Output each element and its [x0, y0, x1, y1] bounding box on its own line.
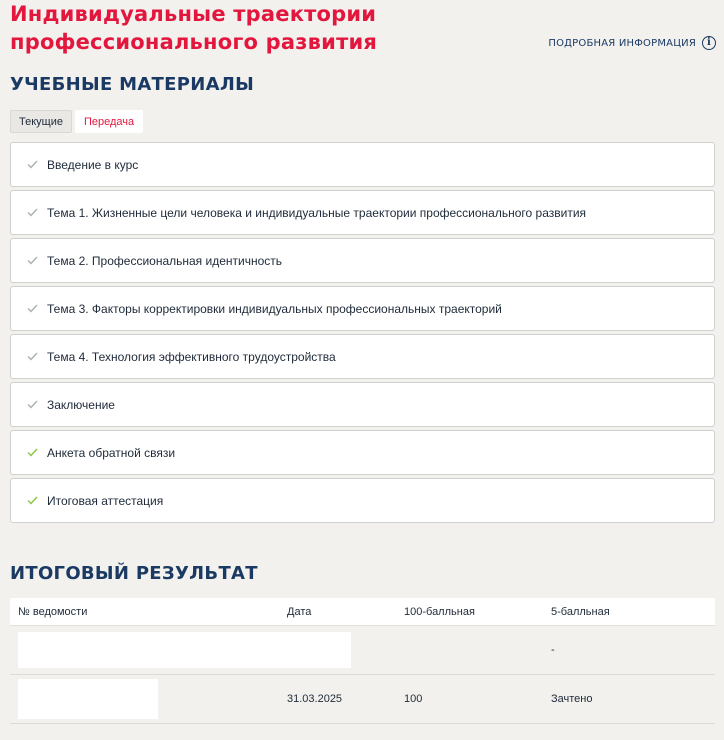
- column-header-date: Дата: [287, 605, 312, 618]
- column-header-statement: № ведомости: [18, 605, 88, 618]
- list-item-label: Тема 3. Факторы корректировки индивидуальных профессиональных траекторий: [47, 301, 502, 316]
- tab-current[interactable]: Текущие: [10, 110, 72, 133]
- list-item-label: Введение в курс: [47, 157, 139, 172]
- column-header-score5: 5-балльная: [551, 605, 610, 618]
- list-item[interactable]: [10, 286, 715, 331]
- list-item-label: Тема 2. Профессиональная идентичность: [47, 253, 283, 268]
- table-row: [10, 626, 715, 675]
- results-section-title: ИТОГОВЫЙ РЕЗУЛЬТАТ: [10, 563, 258, 584]
- statement-cell: [10, 632, 287, 668]
- list-item[interactable]: [10, 430, 715, 475]
- list-item-label: Анкета обратной связи: [47, 445, 176, 460]
- redacted-value: [18, 679, 158, 719]
- results-table: [10, 598, 715, 724]
- checkmark-icon: [11, 304, 47, 313]
- page-title-line-1: Индивидуальные траектории: [10, 2, 377, 26]
- page-title: [10, 0, 530, 56]
- list-item-label: Заключение: [47, 397, 115, 412]
- date-cell: 31.03.2025: [287, 693, 343, 705]
- list-item[interactable]: [10, 238, 715, 283]
- list-item[interactable]: [10, 334, 715, 379]
- list-item-label: Тема 1. Жизненные цели человека и индивидуальные траектории профессионального развития: [47, 205, 587, 220]
- more-info-link[interactable]: [548, 36, 716, 50]
- list-item[interactable]: [10, 142, 715, 187]
- column-header-score100: 100-балльная: [404, 605, 475, 618]
- page-title-line-2: профессионального развития: [10, 30, 378, 54]
- materials-tabs: [10, 110, 143, 133]
- list-item[interactable]: [10, 190, 715, 235]
- checkmark-icon: [11, 256, 47, 265]
- table-header: [10, 598, 715, 626]
- list-item[interactable]: [10, 382, 715, 427]
- score5-cell: -: [551, 644, 555, 656]
- statement-cell: [10, 679, 287, 719]
- redacted-value: [18, 632, 351, 668]
- more-info-label: ПОДРОБНАЯ ИНФОРМАЦИЯ: [548, 37, 696, 49]
- list-item-label: Итоговая аттестация: [47, 493, 164, 508]
- checkmark-icon: [11, 352, 47, 361]
- checkmark-icon: [11, 496, 47, 505]
- checkmark-icon: [11, 400, 47, 409]
- checkmark-icon: [11, 448, 47, 457]
- checkmark-icon: [11, 208, 47, 217]
- materials-list: [10, 142, 715, 526]
- score5-cell: Зачтено: [551, 693, 593, 705]
- info-icon: i: [702, 36, 716, 50]
- list-item-label: Тема 4. Технология эффективного трудоустройства: [47, 349, 336, 364]
- table-row: [10, 675, 715, 724]
- materials-section-title: УЧЕБНЫЕ МАТЕРИАЛЫ: [10, 74, 255, 95]
- tab-retake[interactable]: Передача: [75, 110, 143, 133]
- checkmark-icon: [11, 160, 47, 169]
- score100-cell: 100: [404, 693, 423, 705]
- list-item[interactable]: [10, 478, 715, 523]
